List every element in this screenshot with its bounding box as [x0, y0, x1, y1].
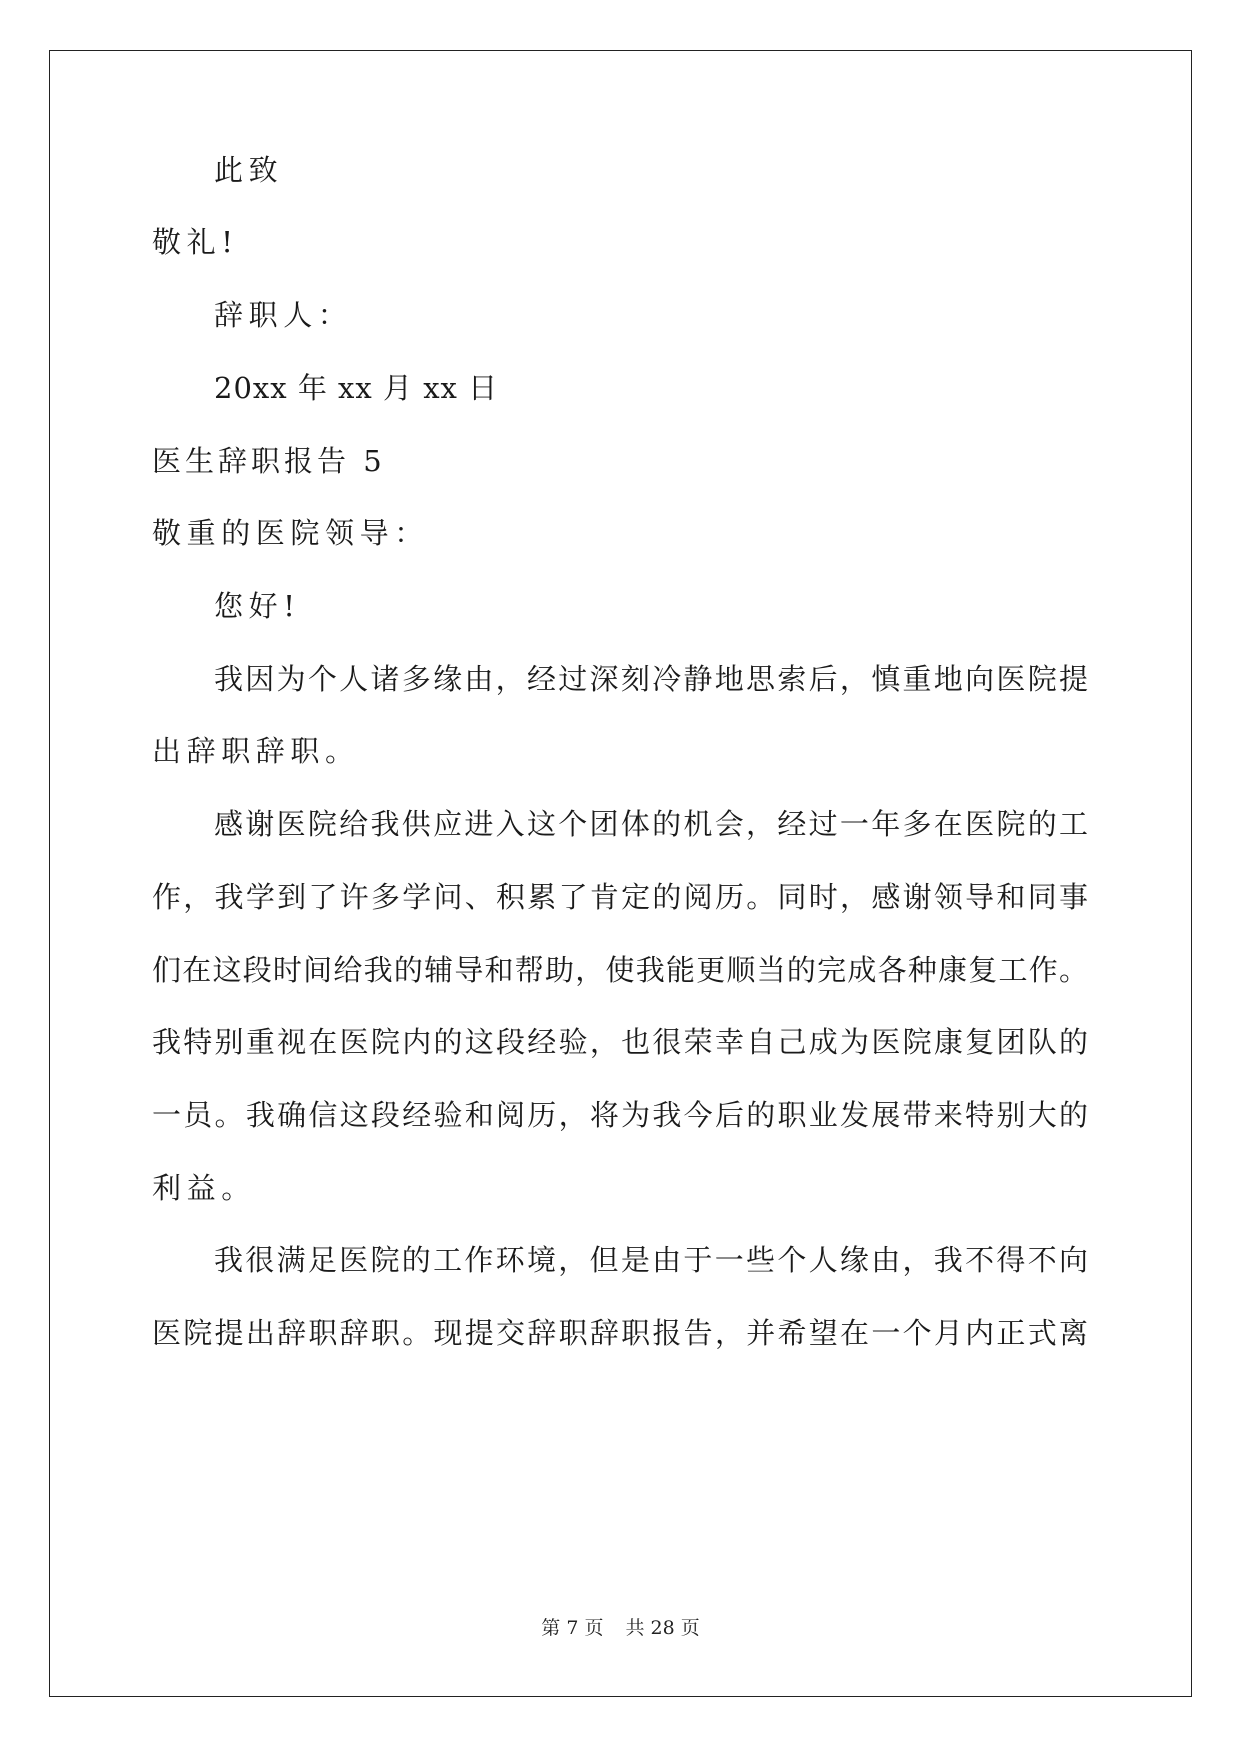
paragraph-line: 感谢医院给我供应进入这个团体的机会，经过一年多在医院的工	[214, 807, 1088, 841]
paragraph-line: 出辞职辞职。	[152, 734, 360, 768]
paragraph-line: 医院提出辞职辞职。现提交辞职辞职报告，并希望在一个月内正式离	[152, 1316, 1088, 1350]
page-footer	[0, 1616, 1241, 1640]
paragraph-line: 我因为个人诸多缘由，经过深刻冷静地思索后，慎重地向医院提	[214, 662, 1088, 696]
paragraph-line: 利益。	[152, 1171, 256, 1205]
addressee: 敬重的医院领导：	[152, 516, 429, 550]
salutation-closing: 敬礼!	[152, 225, 239, 259]
paragraph-line: 作，我学到了许多学问、积累了肯定的阅历。同时，感谢领导和同事	[152, 880, 1088, 914]
page-total: 共 28 页	[625, 1617, 700, 1639]
greeting: 您好!	[214, 589, 301, 623]
paragraph-line: 我很满足医院的工作环境，但是由于一些个人缘由，我不得不向	[214, 1243, 1088, 1277]
section-title: 医生辞职报告 5	[152, 444, 386, 478]
page-number: 第 7 页	[541, 1617, 604, 1639]
paragraph-line: 们在这段时间给我的辅导和帮助，使我能更顺当的完成各种康复工作。	[152, 953, 1088, 987]
date-line: 20xx 年 xx 月 xx 日	[214, 371, 499, 405]
signature-label: 辞职人：	[214, 298, 353, 332]
closing-phrase: 此致	[214, 153, 284, 187]
paragraph-line: 我特别重视在医院内的这段经验，也很荣幸自己成为医院康复团队的	[152, 1025, 1088, 1059]
paragraph-line: 一员。我确信这段经验和阅历，将为我今后的职业发展带来特别大的	[152, 1098, 1088, 1132]
